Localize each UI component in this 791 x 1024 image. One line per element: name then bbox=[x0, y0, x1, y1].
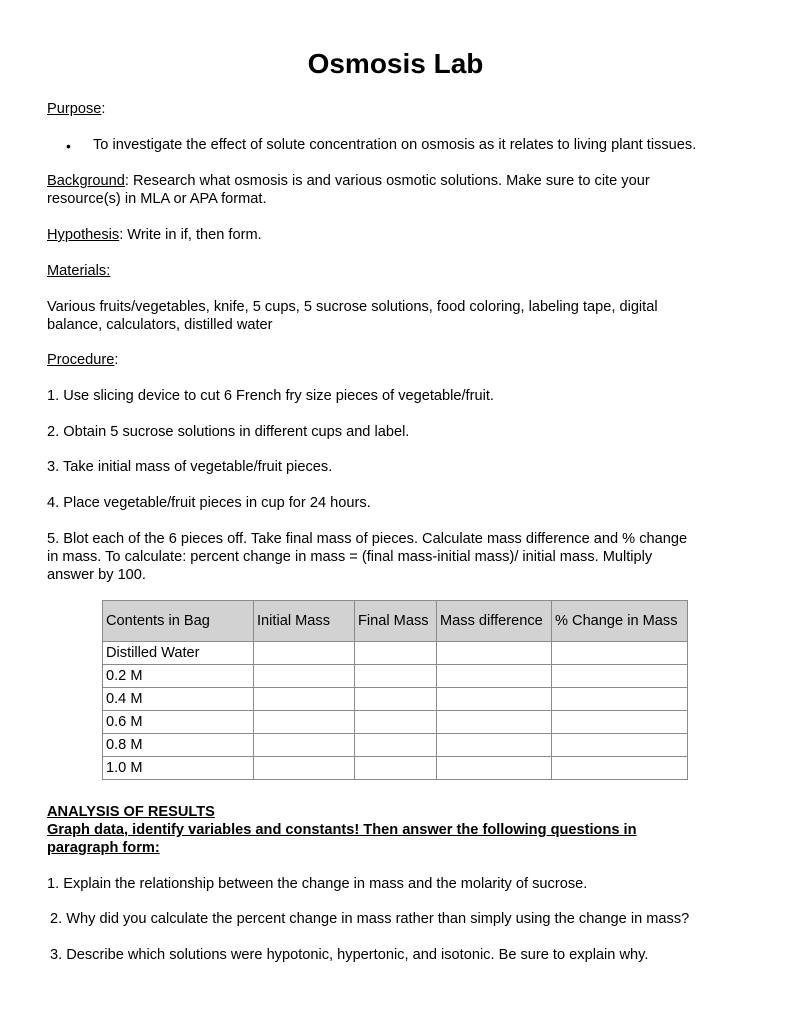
table-cell[interactable] bbox=[552, 665, 688, 688]
table-cell[interactable] bbox=[355, 757, 437, 780]
table-row bbox=[103, 688, 688, 711]
procedure-step-2: 2. Obtain 5 sucrose solutions in different cups and label. bbox=[47, 424, 410, 440]
table-header-cell: % Change in Mass bbox=[552, 601, 688, 642]
table-header-cell: Mass difference bbox=[437, 601, 552, 642]
procedure-colon: : bbox=[114, 352, 119, 368]
table-cell[interactable] bbox=[254, 711, 355, 734]
table-cell[interactable] bbox=[552, 734, 688, 757]
procedure-step-4: 4. Place vegetable/fruit pieces in cup for 24 hours. bbox=[47, 495, 371, 511]
table-cell[interactable] bbox=[552, 711, 688, 734]
table-cell[interactable] bbox=[552, 757, 688, 780]
table-header-cell: Contents in Bag bbox=[103, 601, 254, 642]
table-cell[interactable] bbox=[254, 757, 355, 780]
table-cell[interactable] bbox=[254, 665, 355, 688]
page-title: Osmosis Lab bbox=[307, 48, 484, 79]
table-cell[interactable] bbox=[355, 665, 437, 688]
table-header-row bbox=[103, 601, 688, 642]
table-cell[interactable] bbox=[437, 711, 552, 734]
table-cell[interactable] bbox=[355, 642, 437, 665]
table-row bbox=[103, 665, 688, 688]
table-row-label: 1.0 M bbox=[103, 757, 254, 780]
analysis-question-1: 1. Explain the relationship between the change in mass and the molarity of sucrose. bbox=[47, 876, 588, 892]
background-section bbox=[47, 172, 757, 208]
table-row-label: 0.4 M bbox=[103, 688, 254, 711]
materials-line2: balance, calculators, distilled water bbox=[47, 317, 273, 333]
procedure-step-5-line2: in mass. To calculate: percent change in mass = (final mass-initial mass)/ initial mass. Multiply bbox=[47, 549, 653, 565]
hypothesis-text: : Write in if, then form. bbox=[119, 227, 262, 243]
table-row bbox=[103, 642, 688, 665]
table-cell[interactable] bbox=[437, 757, 552, 780]
procedure-step-5-line3: answer by 100. bbox=[47, 567, 146, 583]
analysis-question-2: 2. Why did you calculate the percent change in mass rather than simply using the change in mass? bbox=[50, 911, 690, 927]
table-cell[interactable] bbox=[437, 665, 552, 688]
background-text-line2: resource(s) in MLA or APA format. bbox=[47, 191, 267, 207]
table-cell[interactable] bbox=[437, 734, 552, 757]
purpose-colon: : bbox=[101, 101, 106, 117]
procedure-step-5 bbox=[47, 530, 757, 584]
table-cell[interactable] bbox=[552, 642, 688, 665]
table-header-cell: Initial Mass bbox=[254, 601, 355, 642]
procedure-section bbox=[47, 351, 757, 369]
analysis-instructions-line2: paragraph form: bbox=[47, 840, 160, 856]
table-cell[interactable] bbox=[355, 711, 437, 734]
purpose-section bbox=[47, 100, 757, 118]
table-row-label: Distilled Water bbox=[103, 642, 254, 665]
table-cell[interactable] bbox=[254, 688, 355, 711]
hypothesis-section bbox=[47, 226, 757, 244]
procedure-heading: Procedure bbox=[47, 352, 115, 368]
table-row-label: 0.2 M bbox=[103, 665, 254, 688]
procedure-step-5-line1: 5. Blot each of the 6 pieces off. Take final mass of pieces. Calculate mass difference and % change bbox=[47, 531, 688, 547]
table-cell[interactable] bbox=[437, 642, 552, 665]
results-table bbox=[102, 600, 688, 780]
bullet-dot-icon: • bbox=[66, 138, 71, 154]
table-cell[interactable] bbox=[254, 642, 355, 665]
background-text-line1: : Research what osmosis is and various osmotic solutions. Make sure to cite your bbox=[124, 173, 650, 189]
table-row-label: 0.6 M bbox=[103, 711, 254, 734]
table-row bbox=[103, 734, 688, 757]
table-row bbox=[103, 711, 688, 734]
table-header-cell: Final Mass bbox=[355, 601, 437, 642]
background-heading: Background bbox=[47, 173, 125, 189]
analysis-heading: ANALYSIS OF RESULTS bbox=[47, 804, 215, 820]
analysis-question-3: 3. Describe which solutions were hypotonic, hypertonic, and isotonic. Be sure to explain why. bbox=[50, 947, 649, 963]
materials-line1: Various fruits/vegetables, knife, 5 cups, 5 sucrose solutions, food coloring, labeling tape, digital bbox=[47, 299, 658, 315]
table-row bbox=[103, 757, 688, 780]
table-cell[interactable] bbox=[552, 688, 688, 711]
procedure-step-3: 3. Take initial mass of vegetable/fruit pieces. bbox=[47, 459, 333, 475]
analysis-instructions bbox=[47, 821, 757, 857]
procedure-step-1: 1. Use slicing device to cut 6 French fry size pieces of vegetable/fruit. bbox=[47, 388, 494, 404]
table-cell[interactable] bbox=[254, 734, 355, 757]
purpose-bullet: To investigate the effect of solute concentration on osmosis as it relates to living plant tissues. bbox=[93, 137, 697, 153]
materials-heading: Materials: bbox=[47, 263, 111, 279]
materials-list bbox=[47, 298, 757, 334]
purpose-heading: Purpose bbox=[47, 101, 102, 117]
table-cell[interactable] bbox=[437, 688, 552, 711]
analysis-instructions-line1: Graph data, identify variables and constants! Then answer the following questions in bbox=[47, 822, 637, 838]
hypothesis-heading: Hypothesis bbox=[47, 227, 120, 243]
table-row-label: 0.8 M bbox=[103, 734, 254, 757]
table-cell[interactable] bbox=[355, 734, 437, 757]
table-cell[interactable] bbox=[355, 688, 437, 711]
